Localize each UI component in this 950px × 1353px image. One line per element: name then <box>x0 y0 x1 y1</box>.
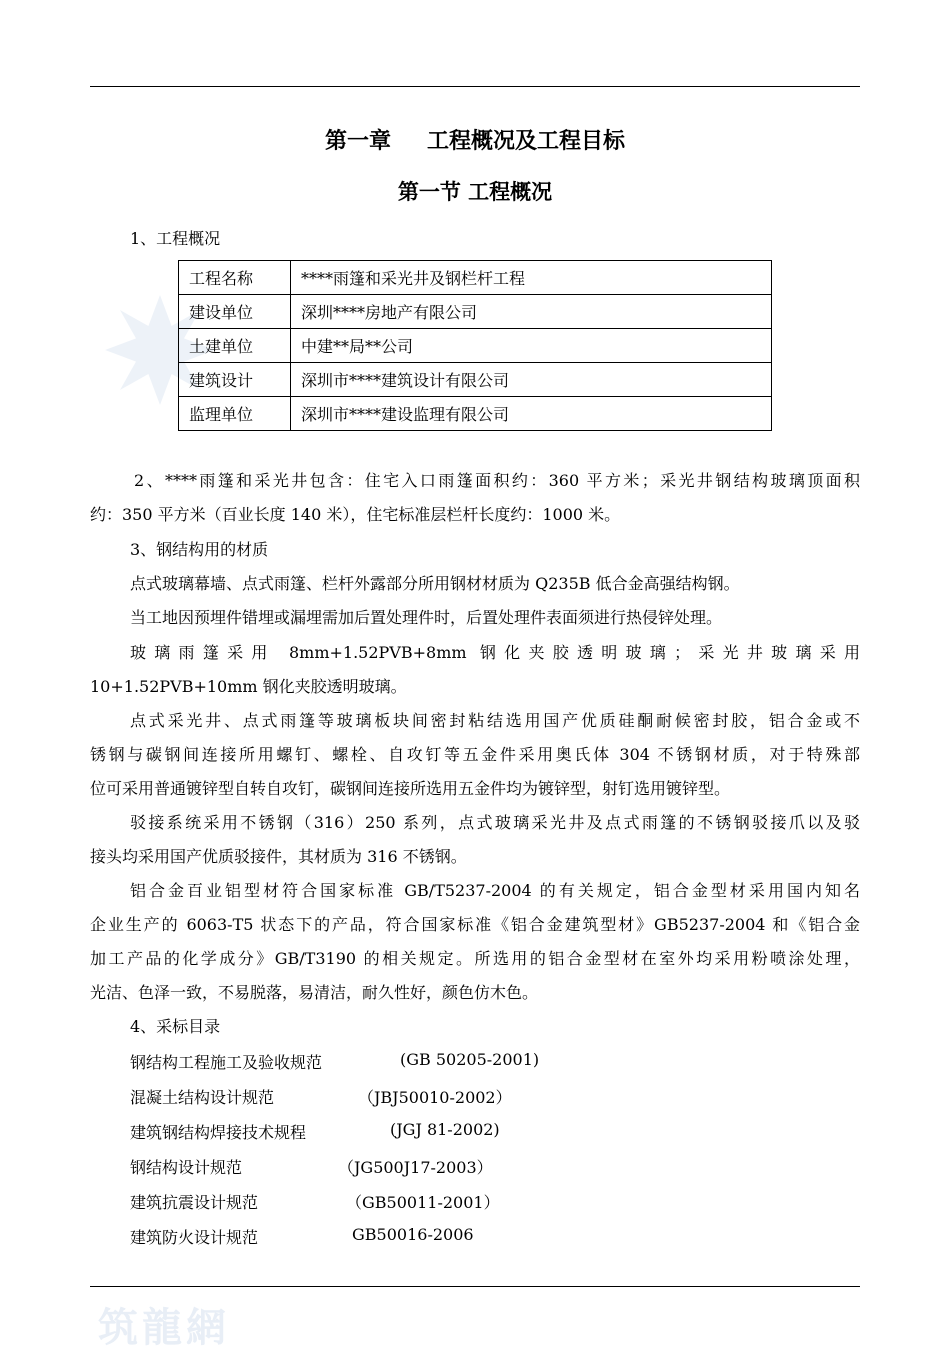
table-value: 中建**局**公司 <box>291 329 772 363</box>
standard-code: GB50016-2006 <box>352 1225 474 1244</box>
table-label: 建设单位 <box>179 295 291 329</box>
paragraph-3f-line-1: 铝合金百业铝型材符合国家标准 GB/T5237-2004 的有关规定，铝合金型材采用国内知名 <box>130 881 860 900</box>
paragraph-3b: 当工地因预埋件错埋或漏埋需加后置处理件时，后置处理件表面须进行热侵锌处理。 <box>130 608 723 627</box>
standard-code: (JGJ 81-2002) <box>390 1120 500 1139</box>
heading-1: 1、工程概况 <box>130 229 221 248</box>
table-row <box>179 363 772 397</box>
table-value: 深圳市****建筑设计有限公司 <box>291 363 772 397</box>
standard-name: 钢结构设计规范 <box>130 1158 243 1177</box>
paragraph-3d-line-1: 点式采光井、点式雨篷等玻璃板块间密封粘结选用国产优质硅酮耐候密封胶，铝合金或不 <box>130 711 860 730</box>
paragraph-3f-line-2: 企业生产的 6063-T5 状态下的产品，符合国家标准《铝合金建筑型材》GB5237-2004 和《铝合金 <box>90 915 860 934</box>
paragraph-3e-line-1: 驳接系统采用不锈钢（316）250 系列，点式玻璃采光井及点式雨篷的不锈钢驳接爪以及驳 <box>130 813 860 832</box>
table-row <box>179 261 772 295</box>
standard-name: 建筑钢结构焊接技术规程 <box>130 1123 307 1142</box>
table-label: 工程名称 <box>179 261 291 295</box>
standard-code: （JG500J17-2003） <box>338 1158 493 1177</box>
table-label: 监理单位 <box>179 397 291 431</box>
heading-4: 4、采标目录 <box>130 1017 221 1036</box>
paragraph-3a: 点式玻璃幕墙、点式雨篷、栏杆外露部分所用钢材材质为 Q235B 低合金高强结构钢。 <box>130 574 740 593</box>
table-label: 土建单位 <box>179 329 291 363</box>
table-value: 深圳市****建设监理有限公司 <box>291 397 772 431</box>
paragraph-3c-line-2: 10+1.52PVB+10mm 钢化夹胶透明玻璃。 <box>90 677 407 696</box>
standard-code: （GB50011-2001） <box>346 1193 500 1212</box>
paragraph-3e-line-2: 接头均采用国产优质驳接件，其材质为 316 不锈钢。 <box>90 847 467 866</box>
chapter-title <box>0 124 950 155</box>
footer-rule <box>90 1286 860 1287</box>
table-value: ****雨篷和采光井及钢栏杆工程 <box>291 261 772 295</box>
standard-code: （JBJ50010-2002） <box>358 1088 512 1107</box>
section-title: 第一节 工程概况 <box>397 180 553 204</box>
header-rule <box>90 86 860 87</box>
table-value: 深圳****房地产有限公司 <box>291 295 772 329</box>
standard-code: (GB 50205-2001) <box>400 1050 540 1069</box>
table-row <box>179 329 772 363</box>
paragraph-3c-line-1: 玻璃雨篷采用 8mm+1.52PVB+8mm 钢化夹胶透明玻璃；采光井玻璃采用 <box>130 643 860 662</box>
standard-name: 建筑抗震设计规范 <box>130 1193 259 1212</box>
table-row <box>179 397 772 431</box>
heading-3: 3、钢结构用的材质 <box>130 540 269 559</box>
standard-name: 建筑防火设计规范 <box>130 1228 259 1247</box>
paragraph-2-line-2: 约：350 平方米（百业长度 140 米），住宅标准层栏杆长度约：1000 米。 <box>90 505 621 524</box>
paragraph-3d-line-2: 锈钢与碳钢间连接所用螺钉、螺栓、自攻钉等五金件采用奥氏体 304 不锈钢材质，对于特殊部 <box>90 745 860 764</box>
paragraph-3f-line-4: 光洁、色泽一致，不易脱落，易清洁，耐久性好，颜色仿木色。 <box>90 983 539 1002</box>
project-info-table <box>178 260 772 431</box>
standard-name: 钢结构工程施工及验收规范 <box>130 1053 323 1072</box>
paragraph-2-line-1: 2、****雨篷和采光井包含：住宅入口雨篷面积约：360 平方米；采光井钢结构玻璃顶面积 <box>134 471 860 490</box>
table-label: 建筑设计 <box>179 363 291 397</box>
watermark-text: 筑龍網 <box>98 1304 230 1351</box>
table-row <box>179 295 772 329</box>
chapter-number: 第一章 <box>324 129 391 154</box>
paragraph-3f-line-3: 加工产品的化学成分》GB/T3190 的相关规定。所选用的铝合金型材在室外均采用粉喷涂处理， <box>90 949 860 968</box>
paragraph-3d-line-3: 位可采用普通镀锌型自转自攻钉，碳钢间连接所选用五金件均为镀锌型，射钉选用镀锌型。 <box>90 779 731 798</box>
chapter-name: 工程概况及工程目标 <box>427 129 626 154</box>
standard-name: 混凝土结构设计规范 <box>130 1088 275 1107</box>
